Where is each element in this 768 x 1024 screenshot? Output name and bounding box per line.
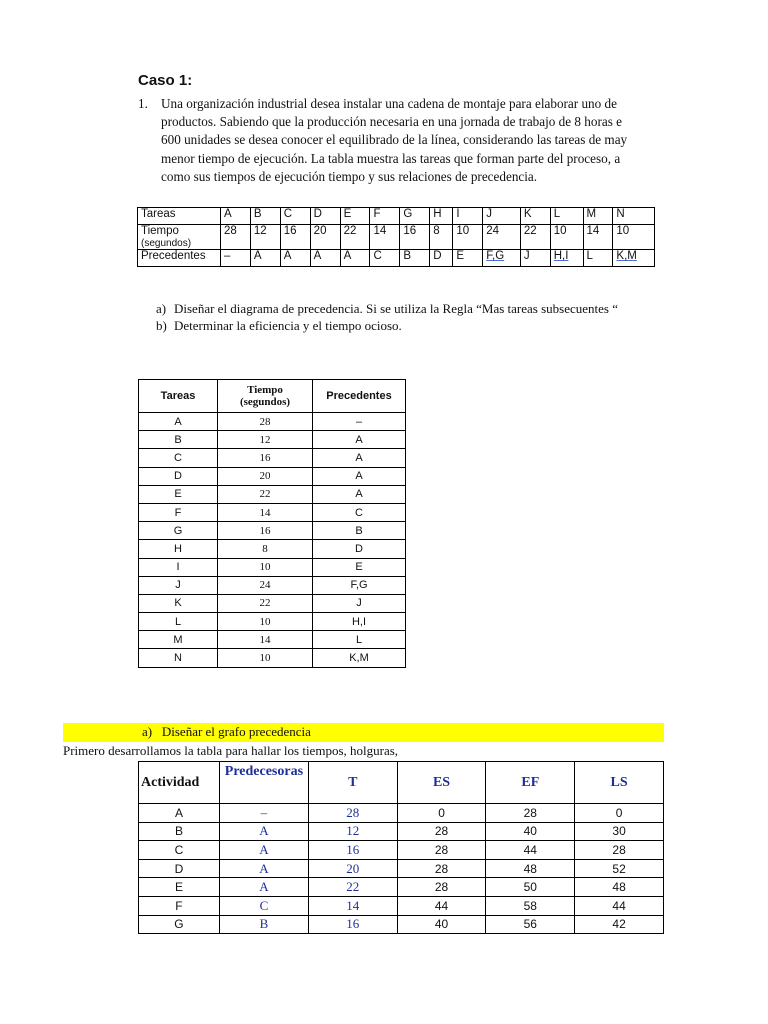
tasks-vertical-table xyxy=(138,379,406,668)
table-cell: 14 xyxy=(370,225,400,250)
table-cell: K xyxy=(139,594,218,612)
table-cell: J xyxy=(139,576,218,594)
table-cell: 48 xyxy=(486,859,575,878)
table-cell: 44 xyxy=(486,841,575,860)
table-cell: C xyxy=(313,503,406,521)
table-cell: I xyxy=(453,208,483,225)
table-row xyxy=(139,467,406,485)
table-cell: 20 xyxy=(308,859,397,878)
table-cell: H xyxy=(430,208,453,225)
table-cell: J xyxy=(313,594,406,612)
table-cell: 42 xyxy=(575,915,664,934)
table-cell: 24 xyxy=(483,225,521,250)
table-row xyxy=(139,485,406,503)
table-cell: 10 xyxy=(218,649,313,667)
row-label: Tareas xyxy=(138,208,221,225)
table-cell: 14 xyxy=(583,225,613,250)
question-1 xyxy=(138,95,668,186)
table-row xyxy=(139,841,664,860)
table-cell: L xyxy=(583,250,613,267)
table-cell: H,I xyxy=(550,250,583,267)
row-label: Precedentes xyxy=(138,250,221,267)
table-cell: B xyxy=(139,822,220,841)
table-cell: C xyxy=(280,208,310,225)
table-cell: 20 xyxy=(218,467,313,485)
table-cell: G xyxy=(139,915,220,934)
table-cell: A xyxy=(219,822,308,841)
table-cell: 0 xyxy=(575,804,664,823)
table-cell: 0 xyxy=(397,804,486,823)
table-cell: 30 xyxy=(575,822,664,841)
table-cell: 12 xyxy=(250,225,280,250)
table-cell: K,M xyxy=(613,250,655,267)
table-cell: A xyxy=(219,878,308,897)
table-cell: 12 xyxy=(218,431,313,449)
table-row xyxy=(139,649,406,667)
table-cell: 28 xyxy=(575,841,664,860)
table-cell: – xyxy=(221,250,251,267)
table-cell: 44 xyxy=(575,896,664,915)
table-cell: E xyxy=(139,485,218,503)
table-cell: F xyxy=(139,896,220,915)
table-cell: – xyxy=(313,413,406,431)
table-cell: E xyxy=(139,878,220,897)
table-cell: A xyxy=(139,804,220,823)
table-cell: 14 xyxy=(218,503,313,521)
table-cell: F xyxy=(139,503,218,521)
table-row xyxy=(139,804,664,823)
intro-text: Primero desarrollamos la tabla para hallar los tiempos, holguras, xyxy=(63,743,399,758)
table-cell: H xyxy=(139,540,218,558)
tasks-horizontal-table xyxy=(137,207,655,267)
table-cell: A xyxy=(280,250,310,267)
table-cell: 10 xyxy=(218,558,313,576)
table-row xyxy=(139,413,406,431)
table-row xyxy=(139,859,664,878)
table-cell: 58 xyxy=(486,896,575,915)
table-cell: 28 xyxy=(221,225,251,250)
table-cell: C xyxy=(370,250,400,267)
table-cell: 16 xyxy=(218,522,313,540)
table-cell: L xyxy=(550,208,583,225)
precedents-row xyxy=(138,250,655,267)
table-cell: – xyxy=(219,804,308,823)
table-cell: N xyxy=(613,208,655,225)
table-cell: B xyxy=(219,915,308,934)
question-line: menor tiempo de ejecución. La tabla muestra las tareas que forman parte del proceso, a xyxy=(161,150,621,166)
header-t: T xyxy=(308,762,397,804)
table-cell: D xyxy=(139,467,218,485)
table-cell: C xyxy=(219,896,308,915)
question-line: productos. Sabiendo que la producción necesaria en una jornada de trabajo de 8 horas e xyxy=(161,114,623,130)
table-cell: 56 xyxy=(486,915,575,934)
table-cell: 48 xyxy=(575,878,664,897)
table-row xyxy=(139,540,406,558)
table-cell: 8 xyxy=(218,540,313,558)
table-cell: A xyxy=(313,467,406,485)
table-cell: B xyxy=(313,522,406,540)
table-cell: 28 xyxy=(397,859,486,878)
table-row xyxy=(139,878,664,897)
header-es: ES xyxy=(397,762,486,804)
table-cell: 24 xyxy=(218,576,313,594)
table-cell: E xyxy=(453,250,483,267)
table-cell: A xyxy=(313,431,406,449)
table-cell: 20 xyxy=(310,225,340,250)
table-cell: 22 xyxy=(218,594,313,612)
table-cell: A xyxy=(310,250,340,267)
table-cell: A xyxy=(139,413,218,431)
schedule-table xyxy=(138,761,664,934)
table-cell: 16 xyxy=(400,225,430,250)
table-cell: 16 xyxy=(308,841,397,860)
table-cell: D xyxy=(139,859,220,878)
table-cell: H,I xyxy=(313,613,406,631)
table-cell: D xyxy=(430,250,453,267)
header-ef: EF xyxy=(486,762,575,804)
table-cell: 14 xyxy=(308,896,397,915)
table-header-row xyxy=(139,762,664,804)
table-cell: 40 xyxy=(486,822,575,841)
table-cell: L xyxy=(313,631,406,649)
table-cell: M xyxy=(583,208,613,225)
table-cell: A xyxy=(219,841,308,860)
header-precedentes: Precedentes xyxy=(313,380,406,413)
table-row xyxy=(139,503,406,521)
table-cell: K xyxy=(520,208,550,225)
case-title: Caso 1: xyxy=(138,72,193,89)
times-row xyxy=(138,225,655,250)
question-line: 600 unidades se desea conocer el equilibrado de la línea, considerando las tareas de may xyxy=(161,132,628,148)
table-cell: 40 xyxy=(397,915,486,934)
table-cell: 50 xyxy=(486,878,575,897)
header-ls: LS xyxy=(575,762,664,804)
table-cell: 28 xyxy=(218,413,313,431)
table-cell: 10 xyxy=(218,613,313,631)
header-actividad: Actividad xyxy=(139,762,220,804)
table-cell: 12 xyxy=(308,822,397,841)
sub-questions xyxy=(156,300,618,334)
table-cell: B xyxy=(250,208,280,225)
table-row xyxy=(139,558,406,576)
table-cell: F,G xyxy=(483,250,521,267)
row-label: Tiempo (segundos) xyxy=(138,225,221,250)
table-row xyxy=(139,822,664,841)
table-cell: 16 xyxy=(218,449,313,467)
table-cell: A xyxy=(340,250,370,267)
question-number: 1. xyxy=(138,96,148,111)
table-cell: I xyxy=(139,558,218,576)
table-cell: 8 xyxy=(430,225,453,250)
table-cell: A xyxy=(313,449,406,467)
table-cell: 28 xyxy=(397,822,486,841)
table-cell: E xyxy=(340,208,370,225)
table-cell: A xyxy=(219,859,308,878)
table-cell: 10 xyxy=(550,225,583,250)
table-cell: J xyxy=(520,250,550,267)
table-cell: M xyxy=(139,631,218,649)
table-cell: A xyxy=(250,250,280,267)
table-cell: 10 xyxy=(613,225,655,250)
question-line: como sus tiempos de ejecución tiempo y sus relaciones de precedencia. xyxy=(161,168,538,184)
table-cell: 16 xyxy=(280,225,310,250)
table-cell: 28 xyxy=(397,878,486,897)
table-cell: J xyxy=(483,208,521,225)
table-cell: A xyxy=(221,208,251,225)
table-cell: D xyxy=(310,208,340,225)
table-cell: B xyxy=(139,431,218,449)
table-cell: 28 xyxy=(397,841,486,860)
table-row xyxy=(139,896,664,915)
table-cell: 16 xyxy=(308,915,397,934)
table-cell: 22 xyxy=(520,225,550,250)
table-cell: K,M xyxy=(313,649,406,667)
table-cell: 10 xyxy=(453,225,483,250)
table-row xyxy=(139,522,406,540)
header-tiempo: Tiempo (segundos) xyxy=(218,380,313,413)
table-cell: E xyxy=(313,558,406,576)
table-header-row xyxy=(139,380,406,413)
table-cell: 22 xyxy=(308,878,397,897)
table-cell: G xyxy=(400,208,430,225)
table-row xyxy=(139,431,406,449)
table-row xyxy=(139,576,406,594)
table-cell: C xyxy=(139,449,218,467)
table-cell: 22 xyxy=(340,225,370,250)
table-cell: 28 xyxy=(486,804,575,823)
table-cell: B xyxy=(400,250,430,267)
table-cell: F xyxy=(370,208,400,225)
question-line: Una organización industrial desea instalar una cadena de montaje para elaborar uno de xyxy=(161,96,617,111)
table-cell: 52 xyxy=(575,859,664,878)
header-predecesoras: Predecesoras xyxy=(219,762,308,804)
table-row xyxy=(139,613,406,631)
table-row xyxy=(139,915,664,934)
table-cell: 14 xyxy=(218,631,313,649)
sub-question: a) Diseñar el diagrama de precedencia. Si se utiliza la Regla “Mas tareas subsecuentes “ xyxy=(156,301,618,316)
table-row xyxy=(139,449,406,467)
table-cell: 22 xyxy=(218,485,313,503)
table-cell: L xyxy=(139,613,218,631)
table-cell: A xyxy=(313,485,406,503)
table-row xyxy=(139,594,406,612)
sub-question: b) Determinar la eficiencia y el tiempo ocioso. xyxy=(156,318,402,333)
highlight-heading: a) Diseñar el grafo precedencia xyxy=(142,724,311,739)
table-cell: 28 xyxy=(308,804,397,823)
table-cell: F,G xyxy=(313,576,406,594)
header-tareas: Tareas xyxy=(139,380,218,413)
tasks-row xyxy=(138,208,655,225)
table-cell: C xyxy=(139,841,220,860)
table-cell: D xyxy=(313,540,406,558)
table-cell: G xyxy=(139,522,218,540)
table-row xyxy=(139,631,406,649)
table-cell: N xyxy=(139,649,218,667)
table-cell: 44 xyxy=(397,896,486,915)
